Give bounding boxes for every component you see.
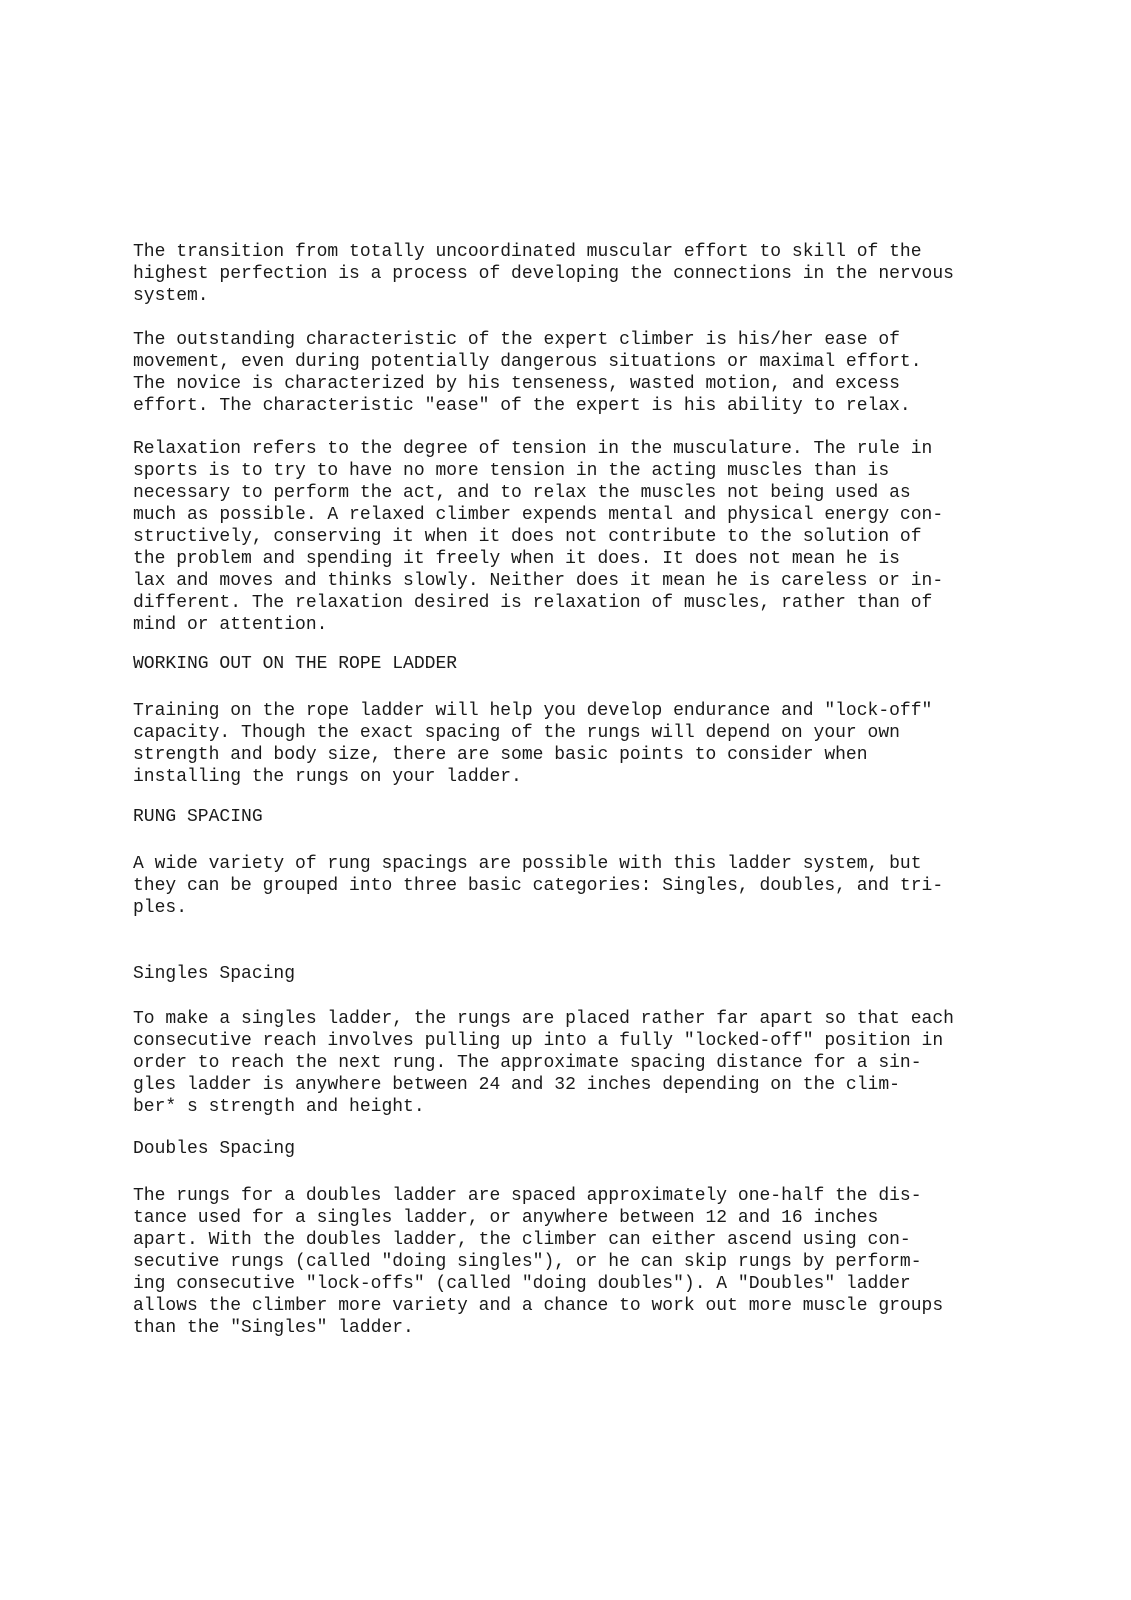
heading-singles-spacing: Singles Spacing [133, 964, 296, 984]
paragraph-motor-skill: The transition from totally uncoordinated muscular effort to skill of the highest perfection is a process of developing the connections in the nervous system. [133, 242, 954, 306]
paragraph-rung-categories: A wide variety of rung spacings are possible with this ladder system, but they can be grouped into three basic categories: Singles, doubles, and tri- ples. [133, 854, 944, 918]
heading-rope-ladder: WORKING OUT ON THE ROPE LADDER [133, 654, 458, 674]
paragraph-relaxation: Relaxation refers to the degree of tension in the musculature. The rule in sports is to try to have no more tension in the acting muscles than is necessary to perform the act, and to relax the muscles not being used as much as possible. A relaxed climber expends mental and physical energy con- structively, conserving it when it does not contribute to the solution of the problem and spending it freely when it does. It does not mean he is lax and moves and thinks slowly. Neither does it mean he is careless or in- different. The relaxation desired is relaxation of muscles, rather than of mind or attention. [133, 439, 944, 635]
heading-doubles-spacing: Doubles Spacing [133, 1139, 296, 1159]
paragraph-singles-spacing: To make a singles ladder, the rungs are placed rather far apart so that each consecutive reach involves pulling up into a fully "locked-off" position in order to reach the next rung. The approximate spacing distance for a sin- gles ladder is anywhere between 24 and 32 inches depending on the clim- ber* s strength and height. [133, 1009, 954, 1117]
paragraph-expert-ease: The outstanding characteristic of the expert climber is his/her ease of movement, even during potentially dangerous situations or maximal effort. The novice is characterized by his tenseness, wasted motion, and excess effort. The characteristic "ease" of the expert is his ability to relax. [133, 330, 922, 416]
paragraph-doubles-spacing: The rungs for a doubles ladder are spaced approximately one-half the dis- tance used for a singles ladder, or anywhere between 12 and 16 inches apart. With the doubles ladder, the climber can either ascend using con- secutive rungs (called "doing singles"), or he can skip rungs by perform- ing consecutive "lock-offs" (called "doing doubles"). A "Doubles" ladder allows the climber more variety and a chance to work out more muscle groups than the "Singles" ladder. [133, 1186, 944, 1338]
heading-rung-spacing: RUNG SPACING [133, 807, 263, 827]
paragraph-rope-ladder-training: Training on the rope ladder will help you develop endurance and "lock-off" capacity. Though the exact spacing of the rungs will depend on your own strength and body size, there are some basic points to consider when installing the rungs on your ladder. [133, 701, 933, 787]
